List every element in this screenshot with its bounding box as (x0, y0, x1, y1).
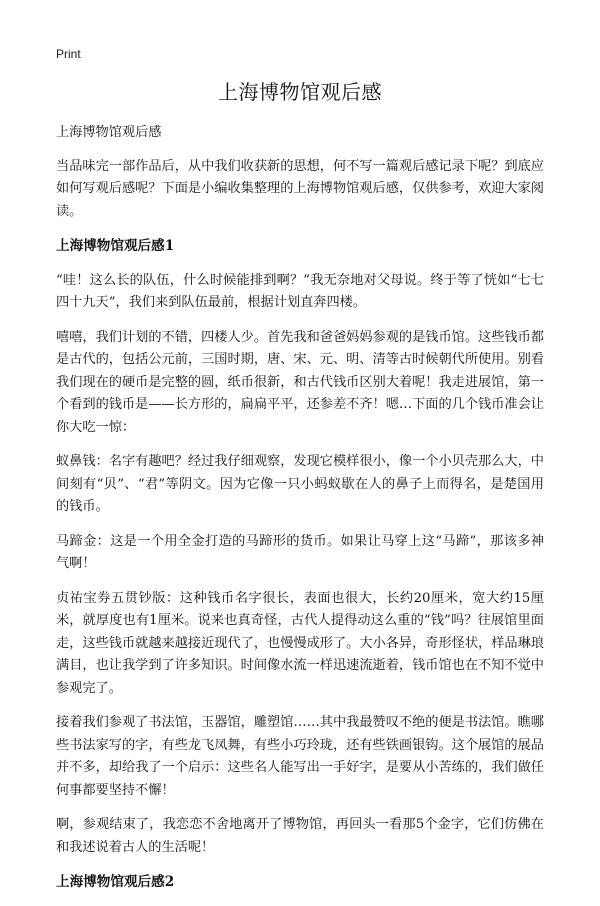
section-heading-1: 上海博物馆观后感1 (56, 238, 175, 254)
document-body (56, 122, 544, 906)
section-1-paragraph-6: 接着我们参观了书法馆，玉器馆，雕塑馆……其中我最赞叹不绝的便是书法馆。瞧哪些书法家写的字，有些龙飞凤舞，有些小巧玲珑，还有些铁画银钩。这个展馆的展品并不多，却给我了一个启示：这些名人能写出一手好字，是要从小苦练的，我们做任何事都要坚持不懈！ (56, 715, 544, 798)
section-heading-2: 上海博物馆观后感2 (56, 874, 175, 890)
intro-paragraph: 当品味完一部作品后，从中我们收获新的思想，何不写一篇观后感记录下呢？到底应如何写观后感呢？下面是小编收集整理的上海博物馆观后感，仅供参考，欢迎大家阅读。 (56, 158, 544, 219)
section-1-paragraph-7: 啊，参观结束了，我恋恋不舍地离开了博物馆，再回头一看那5个金字，它们仿佛在和我述说着古人的生活呢！ (56, 817, 544, 855)
section-1-paragraph-2: 嘻嘻，我们计划的不错，四楼人少。首先我和爸爸妈妈参观的是钱币馆。这些钱币都是古代的，包括公元前，三国时期，唐、宋、元、明、清等古时候朝代所使用。别看我们现在的硬币是完整的圆，纸币很新，和古代钱币区别大着呢！我走进展馆，第一个看到的钱币是——长方形的，扁扁平平，还参差不齐！嗯…下面的几个钱币准会让你大吃一惊： (56, 329, 544, 435)
section-1-paragraph-1: “哇！这么长的队伍，什么时候能排到啊？”我无奈地对父母说。终于等了恍如“七七四十九天”，我们来到队伍最前，根据计划直奔四楼。 (56, 272, 544, 310)
document-subtitle: 上海博物馆观后感 (56, 125, 162, 140)
section-1-paragraph-3: 蚁鼻钱：名字有趣吧？经过我仔细观察，发现它模样很小，像一个小贝壳那么大，中间刻有“贝”、“君”等阴文。因为它像一只小蚂蚁歇在人的鼻子上而得名，是楚国用的钱币。 (56, 454, 544, 514)
print-link[interactable]: Print (56, 47, 81, 61)
page-title: 上海博物馆观后感 (218, 80, 382, 104)
section-1-paragraph-4: 马蹄金：这是一个用全金打造的马蹄形的货币。如果让马穿上这“马蹄”，那该多神气啊！ (56, 533, 544, 571)
section-1-paragraph-5: 贞祐宝券五贯钞版：这种钱币名字很长，表面也很大，长约20厘米，宽大约15厘米，就厚度也有1厘米。说来也真奇怪，古代人提得动这么重的“钱”吗？往展馆里面走，这些钱币就越来越接近现代了，也慢慢成形了。大小各异，奇形怪状，样品琳琅满目，也让我学到了许多知识。时间像水流一样迅速流逝着，钱币馆也在不知不觉中参观完了。 (56, 590, 544, 696)
